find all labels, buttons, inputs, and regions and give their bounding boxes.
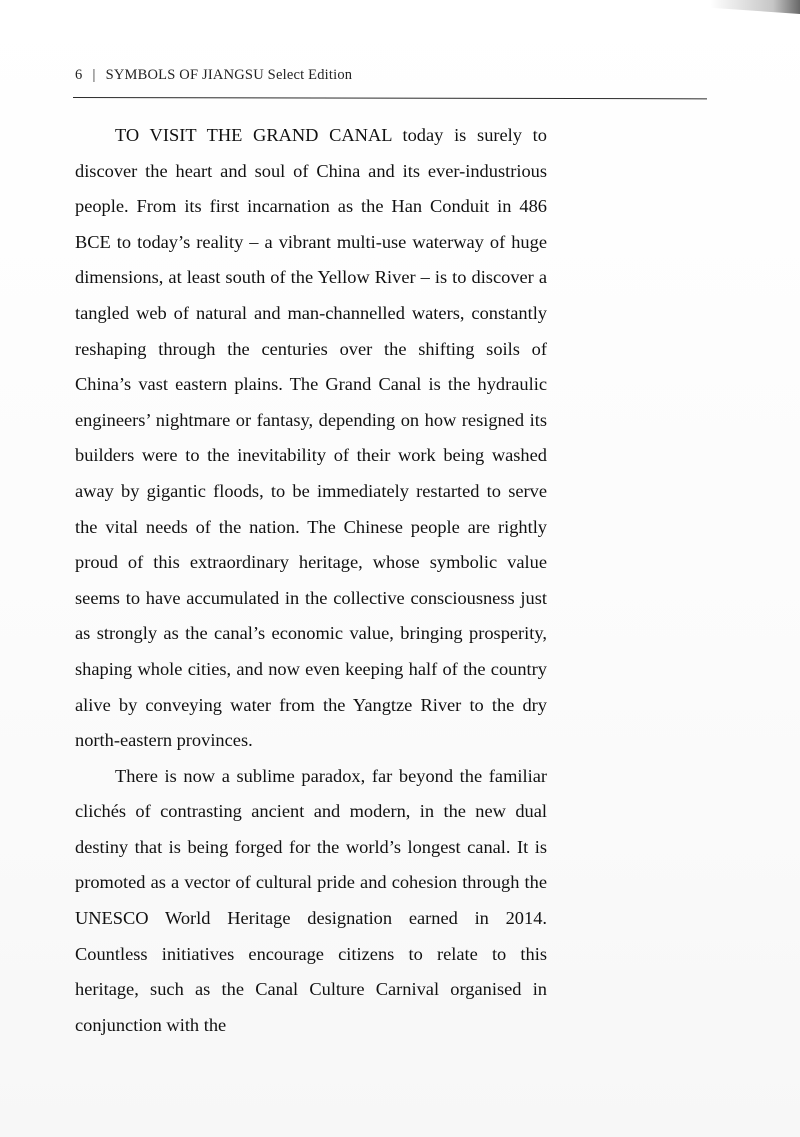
header-rule xyxy=(73,97,707,99)
body-text xyxy=(75,118,547,1043)
header-separator: | xyxy=(92,67,96,83)
running-head xyxy=(75,67,352,84)
paragraph-1: TO VISIT THE GRAND CANAL today is surely to discover the heart and soul of China and its ever-industrious people. From its first incarnation as the Han Conduit in 486 BCE to today’s reality – a vibrant multi-use waterway of huge dimensions, at least south of the Yellow River – is to discover a tangled web of natural and man-channelled waters, constantly reshaping through the centuries over the shifting soils of China’s vast eastern plains. The Grand Canal is the hydraulic engineers’ nightmare or fantasy, depending on how resigned its builders were to the inevitability of their work being washed away by gigantic floods, to be immediately restarted to serve the vital needs of the nation. The Chinese people are rightly proud of this extraordinary heritage, whose symbolic value seems to have accumulated in the collective consciousness just as strongly as the canal’s economic value, bringing prosperity, shaping whole cities, and now even keeping half of the country alive by conveying water from the Yangtze River to the dry north-eastern provinces. xyxy=(75,125,547,751)
page-number: 6 xyxy=(75,67,83,83)
page-corner-shadow xyxy=(710,0,800,14)
paragraph-2: There is now a sublime paradox, far beyond the familiar clichés of contrasting ancient and modern, in the new dual destiny that is being forged for the world’s longest canal. It is promoted as a vector of cultural pride and cohesion through the UNESCO World Heritage designation earned in 2014. Countless initiatives encourage citizens to relate to this heritage, such as the Canal Culture Carnival organised in conjunction with the xyxy=(75,765,547,1035)
running-title: SYMBOLS OF JIANGSU Select Edition xyxy=(105,67,353,83)
